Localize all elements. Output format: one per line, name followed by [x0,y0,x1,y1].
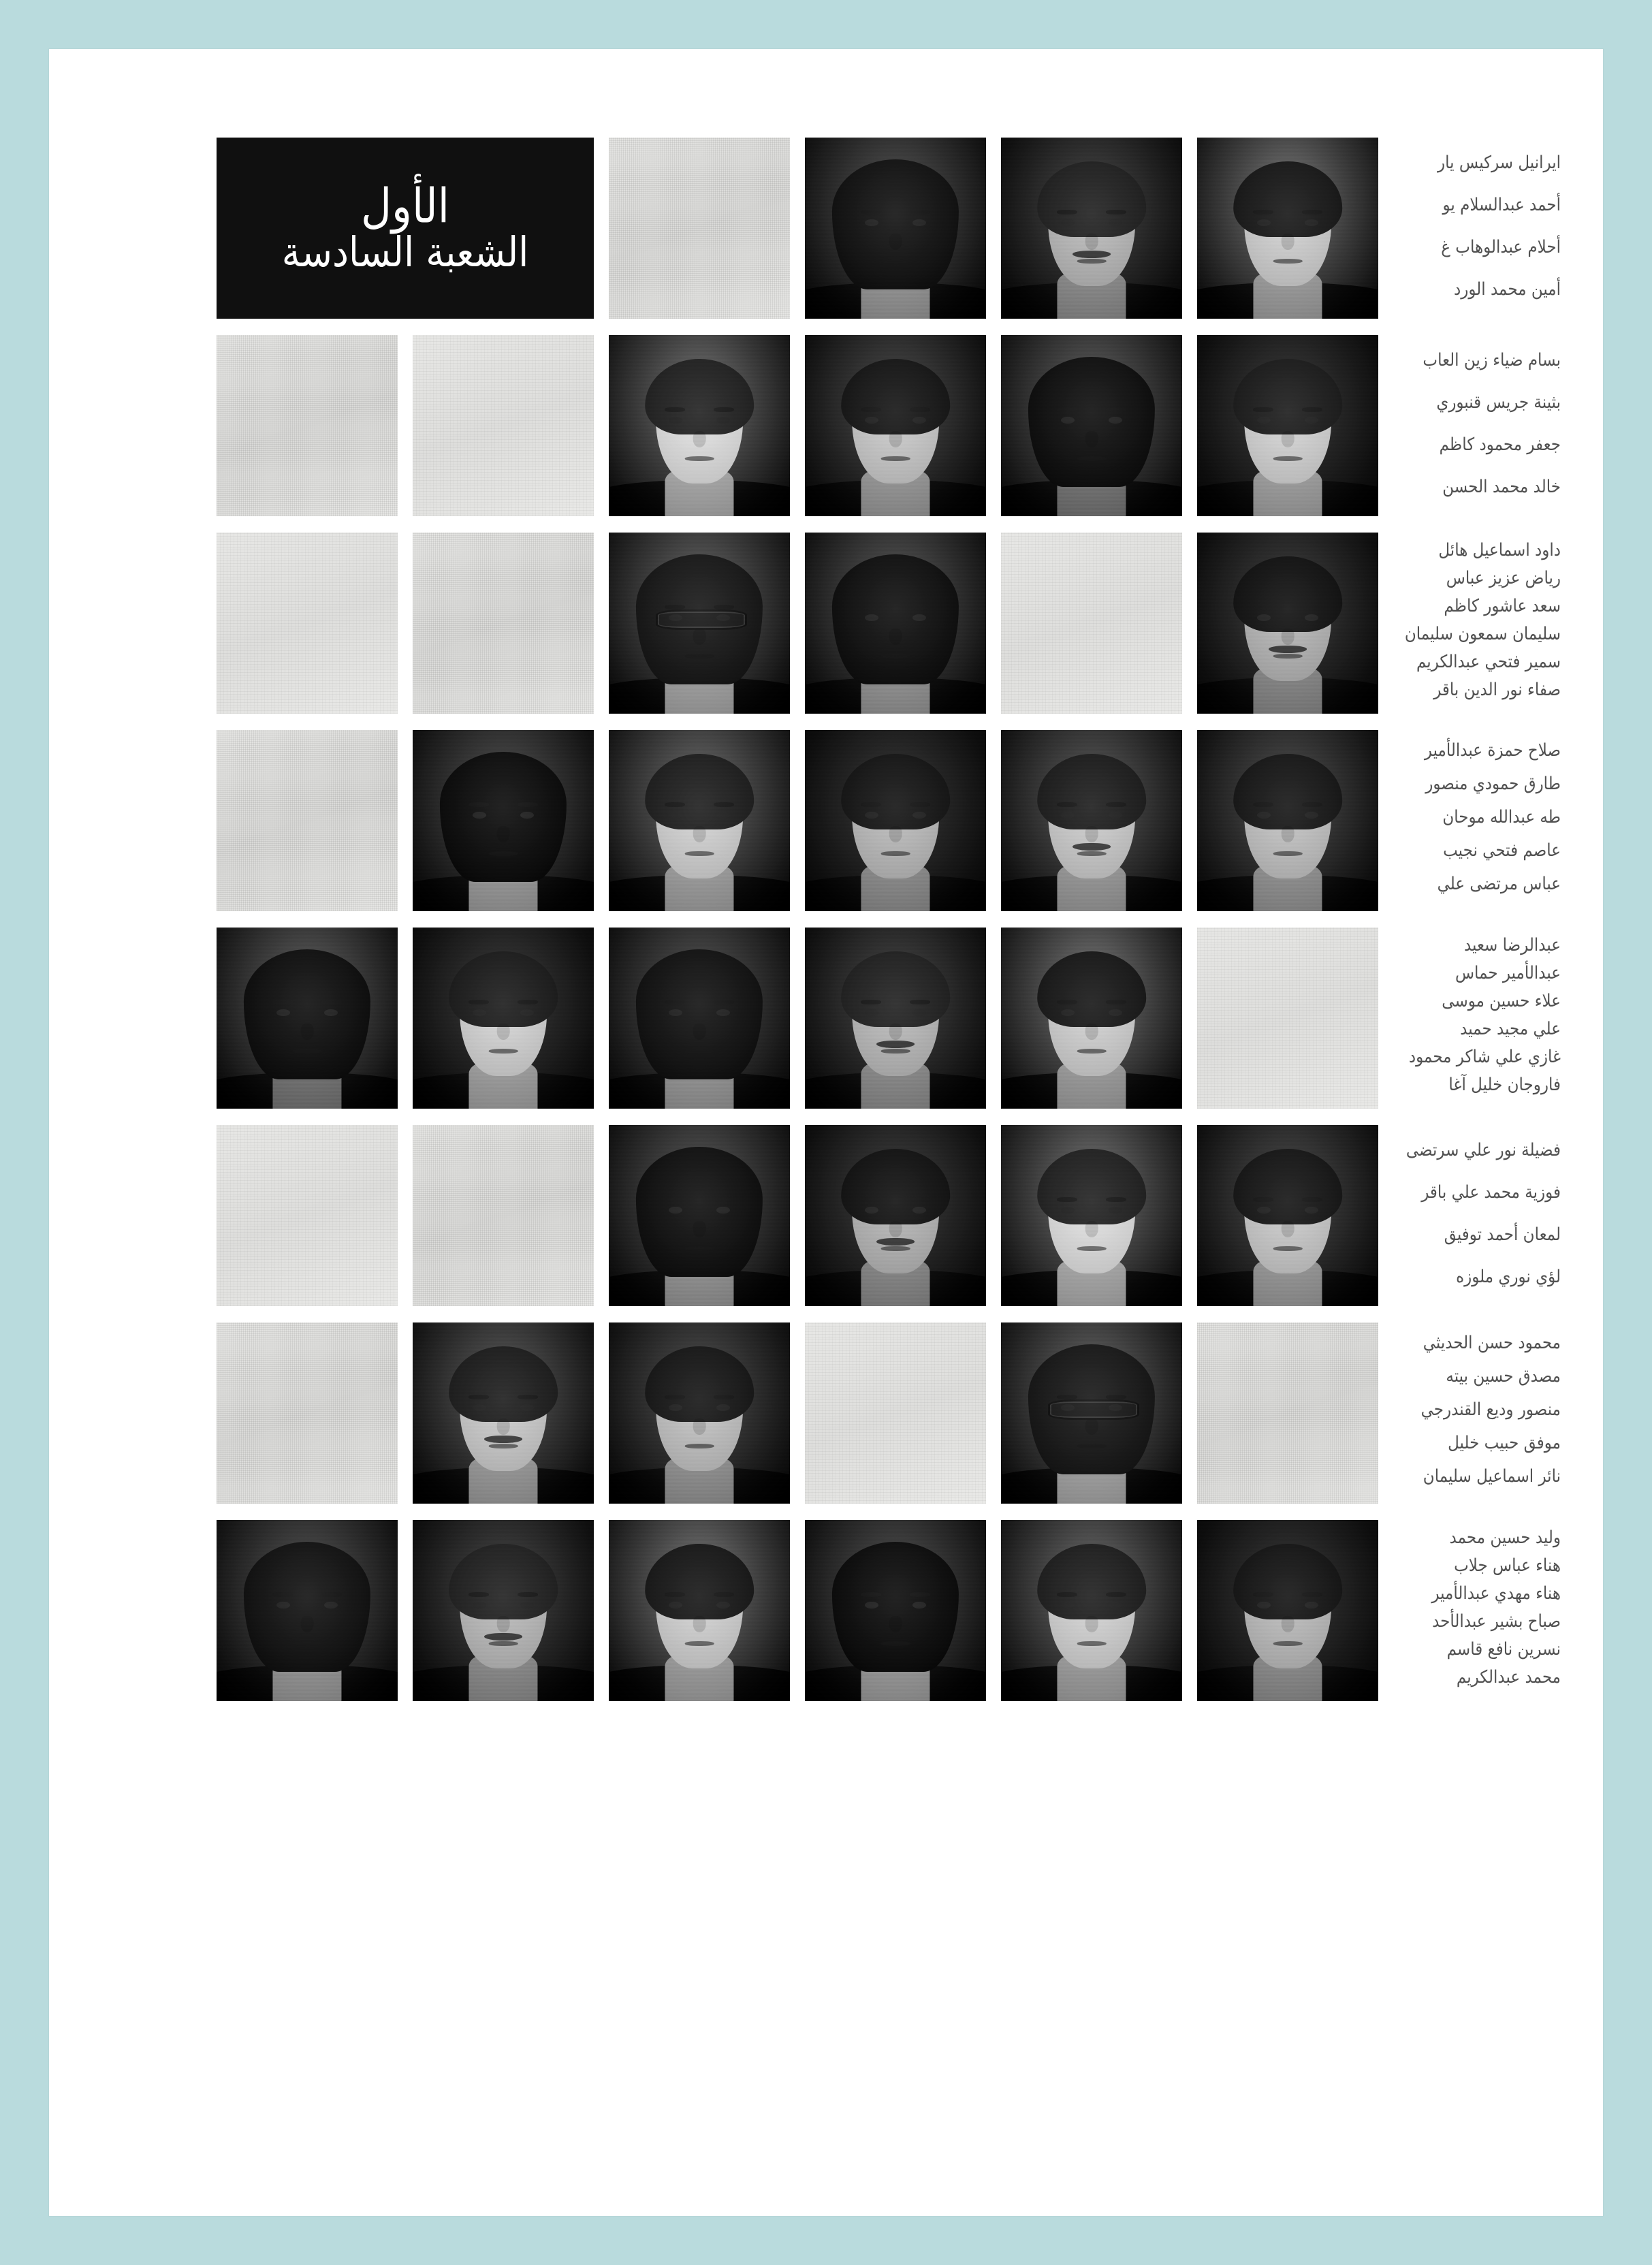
student-name: صفاء نور الدين باقر [1433,680,1561,700]
student-name: فوزية محمد علي باقر [1421,1182,1561,1203]
portrait-photo [1001,335,1182,516]
student-name: رياض عزيز عباس [1446,568,1561,588]
student-name: علي مجيد حميد [1460,1019,1561,1039]
student-name: طارق حمودي منصور [1425,774,1561,794]
student-name: خالد محمد الحسن [1442,477,1561,497]
yearbook-row [90,1322,1561,1504]
empty-photo-slot [217,1322,398,1504]
portrait-photo [805,1520,986,1701]
student-name: محمد عبدالكريم [1456,1667,1561,1688]
plaque-line-2: الشعبة السادسة [281,228,529,276]
student-name: هناء مهدي عبدالأمير [1431,1583,1561,1604]
portrait-photo [805,1125,986,1306]
student-photo-cell [609,1520,790,1701]
portrait-photo [1001,1520,1182,1701]
student-photo-cell [805,928,986,1109]
empty-photo-slot [217,730,398,911]
student-photo-cell [1197,138,1378,319]
student-name: صباح بشير عبدالأحد [1432,1611,1561,1632]
student-name: ايرانيل سركيس يار [1437,153,1561,173]
photo-row [90,533,1378,714]
portrait-photo [1001,928,1182,1109]
student-photo-cell [413,730,594,911]
portrait-photo [1197,335,1378,516]
student-photo-cell [609,928,790,1109]
photo-row [90,335,1378,516]
empty-photo-slot [217,1125,398,1306]
vignette [1197,1125,1378,1306]
handwritten-name-list [1378,730,1561,901]
vignette [805,1125,986,1306]
student-name: وليد حسين محمد [1449,1527,1561,1548]
yearbook-row [90,1520,1561,1701]
student-photo-cell [1001,138,1182,319]
student-name: لمعان أحمد توفيق [1444,1224,1561,1245]
vignette [1197,533,1378,714]
handwritten-name-list [1378,533,1561,704]
student-name: نسرين نافع قاسم [1446,1639,1561,1660]
portrait-photo [805,138,986,319]
student-photo-cell [413,1322,594,1504]
portrait-photo [1001,138,1182,319]
portrait-photo [1197,533,1378,714]
vignette [1001,730,1182,911]
student-photo-cell [609,1322,790,1504]
student-name: منصور وديع القندرجي [1420,1399,1561,1420]
vignette [1197,730,1378,911]
portrait-photo [609,1125,790,1306]
photo-row [90,730,1378,911]
yearbook-grid [90,138,1561,2153]
vignette [609,1125,790,1306]
student-photo-cell [1001,1322,1182,1504]
student-name: علاء حسين موسى [1442,991,1561,1011]
empty-photo-slot [413,1125,594,1306]
student-name: مصدق حسين بيته [1446,1366,1561,1387]
empty-photo-slot [805,1322,986,1504]
yearbook-row [90,335,1561,516]
photo-row [90,1520,1378,1701]
vignette [413,1322,594,1504]
vignette [1001,1125,1182,1306]
student-photo-cell [217,1520,398,1701]
empty-photo-slot [609,138,790,319]
student-name: عباس مرتضى علي [1437,874,1561,894]
empty-photo-slot [1197,928,1378,1109]
student-name: عبدالأمير حماس [1455,963,1561,983]
student-name: سمير فتحي عبدالكريم [1416,652,1561,672]
vignette [1197,138,1378,319]
photo-row [90,138,1378,319]
portrait-photo [805,335,986,516]
student-name: أحمد عبدالسلام يو [1442,195,1561,215]
vignette [805,928,986,1109]
student-photo-cell [1197,730,1378,911]
portrait-photo [609,533,790,714]
handwritten-name-list [1378,1322,1561,1493]
student-photo-cell [609,335,790,516]
portrait-photo [1197,138,1378,319]
vignette [805,138,986,319]
portrait-photo [1001,730,1182,911]
portrait-photo [609,1520,790,1701]
empty-photo-slot [217,533,398,714]
empty-photo-slot [413,335,594,516]
vignette [1001,1520,1182,1701]
vignette [217,928,398,1109]
empty-photo-slot [1001,533,1182,714]
portrait-photo [1001,1322,1182,1504]
portrait-photo [1001,1125,1182,1306]
student-photo-cell [217,928,398,1109]
portrait-photo [413,730,594,911]
student-photo-cell [413,928,594,1109]
photo-row [90,1125,1378,1306]
vignette [413,730,594,911]
vignette [1001,335,1182,516]
student-photo-cell [1197,1520,1378,1701]
yearbook-row [90,533,1561,714]
student-name: أحلام عبدالوهاب غ [1441,237,1561,257]
vignette [609,533,790,714]
empty-photo-slot [413,533,594,714]
portrait-photo [1197,1125,1378,1306]
vignette [609,1520,790,1701]
plaque-line-1: الأول [361,178,449,234]
handwritten-name-list [1378,928,1561,1099]
portrait-photo [1197,730,1378,911]
handwritten-name-list [1378,1520,1561,1692]
student-name: لؤي نوري ملوزه [1456,1267,1561,1287]
student-name: فاروجان خليل آغا [1448,1075,1561,1095]
yearbook-row [90,1125,1561,1306]
student-name: صلاح حمزة عبدالأمير [1424,740,1561,761]
vignette [805,335,986,516]
student-name: بسام ضياء زين العاب [1423,350,1561,370]
vignette [609,1322,790,1504]
portrait-photo [609,928,790,1109]
portrait-photo [413,1322,594,1504]
vignette [609,730,790,911]
student-photo-cell [609,730,790,911]
empty-photo-slot [1197,1322,1378,1504]
student-name: نائر اسماعيل سليمان [1423,1466,1561,1487]
student-photo-cell [805,138,986,319]
student-photo-cell [805,1520,986,1701]
student-photo-cell [1197,335,1378,516]
student-photo-cell [609,1125,790,1306]
student-name: غازي علي شاكر محمود [1408,1047,1561,1067]
document-page [49,49,1603,2216]
portrait-photo [413,1520,594,1701]
vignette [1001,928,1182,1109]
portrait-photo [805,928,986,1109]
yearbook-row [90,138,1561,319]
student-photo-cell [1197,533,1378,714]
vignette [805,730,986,911]
vignette [1001,1322,1182,1504]
vignette [805,1520,986,1701]
student-name: موفق حبيب خليل [1448,1433,1561,1453]
portrait-photo [217,1520,398,1701]
handwritten-name-list [1378,335,1561,508]
student-name: عبدالرضا سعيد [1463,935,1561,955]
student-photo-cell [805,335,986,516]
student-name: أمين محمد الورد [1454,279,1561,300]
student-photo-cell [1001,335,1182,516]
student-photo-cell [805,1125,986,1306]
student-name: محمود حسن الحديثي [1423,1333,1561,1353]
portrait-photo [805,730,986,911]
yearbook-row [90,730,1561,911]
handwritten-name-list [1378,1125,1561,1298]
student-photo-cell [805,533,986,714]
student-photo-cell [609,533,790,714]
portrait-photo [609,730,790,911]
vignette [609,928,790,1109]
vignette [413,1520,594,1701]
yearbook-row [90,928,1561,1109]
student-photo-cell [1001,1520,1182,1701]
empty-photo-slot [217,335,398,516]
student-photo-cell [1197,1125,1378,1306]
student-photo-cell [1001,730,1182,911]
student-name: عاصم فتحي نجيب [1443,840,1561,861]
vignette [1197,1520,1378,1701]
student-name: سعد عاشور كاظم [1444,596,1561,616]
student-name: داود اسماعيل هائل [1438,540,1561,560]
vignette [609,335,790,516]
vignette [1001,138,1182,319]
student-name: فضيلة نور علي سرتضى [1405,1140,1561,1160]
student-name: طه عبدالله موحان [1442,807,1561,827]
student-name: هناء عباس جلاب [1454,1555,1561,1576]
vignette [217,1520,398,1701]
student-photo-cell [1001,928,1182,1109]
portrait-photo [609,1322,790,1504]
class-title-plaque [217,138,594,319]
portrait-photo [413,928,594,1109]
photo-row [90,1322,1378,1504]
vignette [1197,335,1378,516]
handwritten-name-list [1378,138,1561,311]
student-name: سليمان سمعون سليمان [1404,624,1561,644]
photo-row [90,928,1378,1109]
vignette [805,533,986,714]
student-name: بثينة جريس قنبوري [1436,392,1561,413]
portrait-photo [217,928,398,1109]
student-photo-cell [1001,1125,1182,1306]
student-name: جعفر محمود كاظم [1439,434,1561,455]
portrait-photo [805,533,986,714]
student-photo-cell [413,1520,594,1701]
student-photo-cell [805,730,986,911]
portrait-photo [609,335,790,516]
portrait-photo [1197,1520,1378,1701]
vignette [413,928,594,1109]
